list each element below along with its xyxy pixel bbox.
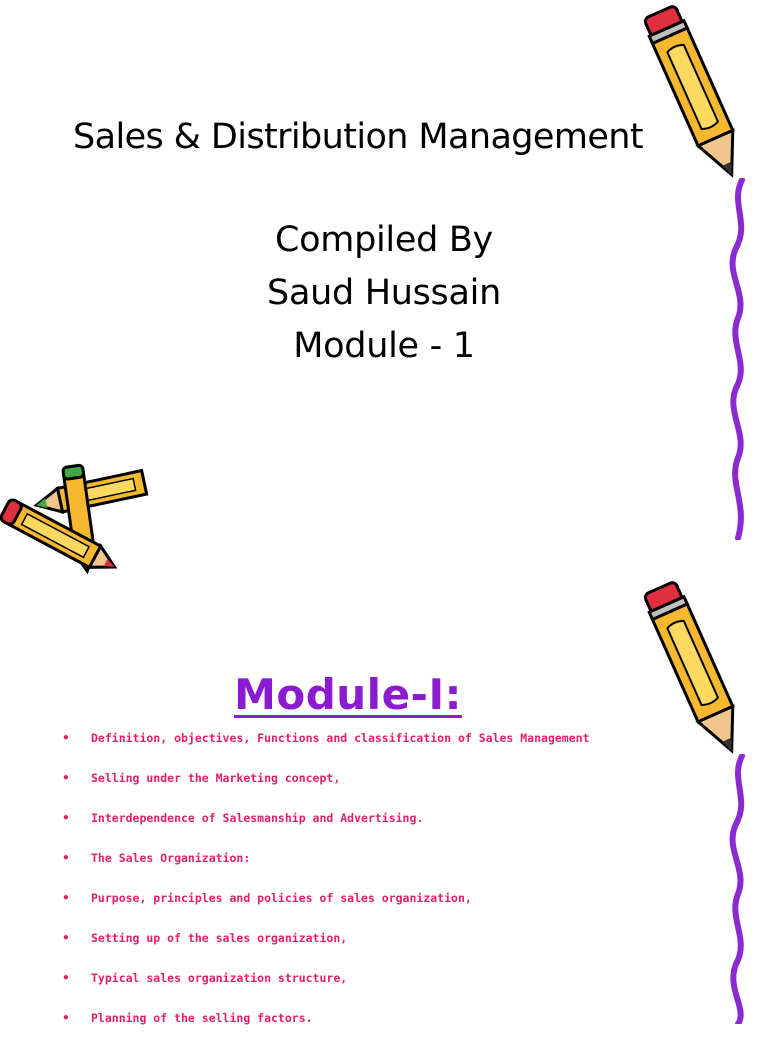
bullet-icon: • <box>62 931 70 945</box>
bullet-icon: • <box>62 731 70 745</box>
list-item: • The Sales Organization: <box>62 851 251 865</box>
bullet-icon: • <box>62 771 70 785</box>
module-heading: Module-I: <box>234 670 462 719</box>
compiled-by-label: Compiled By <box>275 220 493 260</box>
bullet-icon: • <box>62 851 70 865</box>
bullet-icon: • <box>62 811 70 825</box>
list-item: • Typical sales organization structure, <box>62 971 348 985</box>
presentation-title: Sales & Distribution Management <box>73 117 643 157</box>
topic-list <box>62 730 590 1050</box>
bullet-icon: • <box>62 891 70 905</box>
list-item: • Interdependence of Salesmanship and Advertising. <box>62 811 424 825</box>
list-item: • Selling under the Marketing concept, <box>62 771 341 785</box>
bullet-icon: • <box>62 1011 70 1025</box>
module-label: Module - 1 <box>293 326 475 366</box>
crossed-pencils-icon <box>0 462 158 574</box>
list-item: • Planning of the selling factors. <box>62 1011 313 1025</box>
decorative-border <box>722 178 752 540</box>
decorative-border <box>722 754 752 1024</box>
list-item: • Setting up of the sales organization, <box>62 931 348 945</box>
pencil-icon <box>640 0 752 185</box>
list-item: • Purpose, principles and policies of sales organization, <box>62 891 472 905</box>
module-slide <box>0 576 768 1024</box>
bullet-icon: • <box>62 971 70 985</box>
author-name: Saud Hussain <box>267 273 501 313</box>
list-item: • Definition, objectives, Functions and classification of Sales Management <box>62 731 590 745</box>
pencil-icon <box>640 576 752 761</box>
